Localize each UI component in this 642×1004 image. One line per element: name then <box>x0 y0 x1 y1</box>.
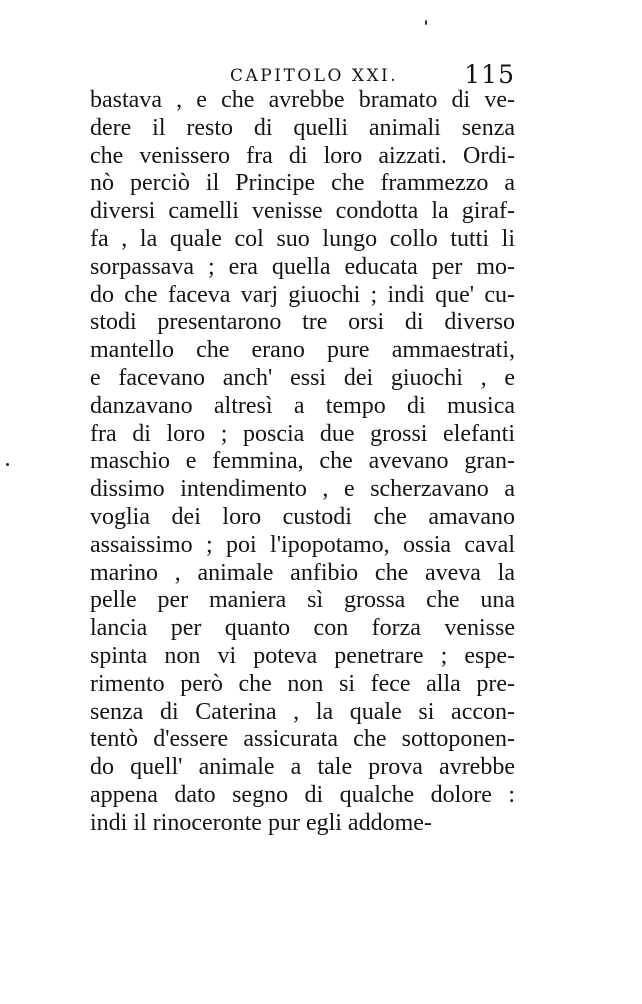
body-text <box>90 87 515 838</box>
ink-speck <box>425 20 427 25</box>
text-line: assaissimo ; poi l'ipopotamo, ossia caval <box>90 531 515 558</box>
text-line: dere il resto di quelli animali senza <box>90 114 515 141</box>
text-line: dissimo intendimento , e scherzavano a <box>90 476 515 503</box>
text-line: fa , la quale col suo lungo collo tutti li <box>90 225 515 252</box>
text-line: danzavano altresì a tempo di musica <box>90 392 515 419</box>
text-line: stodi presentarono tre orsi di diverso <box>90 309 515 336</box>
text-line: marino , animale anfibio che aveva la <box>90 559 515 586</box>
page-number: 115 <box>464 60 515 89</box>
text-line: indi il rinoceronte pur egli addome- <box>90 809 432 836</box>
text-line: do quell' animale a tale prova avrebbe <box>90 754 515 781</box>
text-line: tentò d'essere assicurata che sottoponen- <box>90 726 515 753</box>
text-line: diversi camelli venisse condotta la giraf- <box>90 198 515 225</box>
text-line: sorpassava ; era quella educata per mo- <box>90 253 515 280</box>
text-line: pelle per maniera sì grossa che una <box>90 587 515 614</box>
ink-speck <box>6 463 9 466</box>
text-line: mantello che erano pure ammaestrati, <box>90 337 515 364</box>
text-line: fra di loro ; poscia due grossi elefanti <box>90 420 515 447</box>
text-line: che venissero fra di loro aizzati. Ordi- <box>90 142 515 169</box>
text-line: do che faceva varj giuochi ; indi que' cu- <box>90 281 515 308</box>
text-line: maschio e femmina, che avevano gran- <box>90 448 515 475</box>
text-line: nò perciò il Principe che frammezzo a <box>90 170 515 197</box>
text-line: lancia per quanto con forza venisse <box>90 615 515 642</box>
text-line: e facevano anch' essi dei giuochi , e <box>90 364 515 391</box>
chapter-title: CAPITOLO XXI. <box>230 66 399 86</box>
text-line: bastava , e che avrebbe bramato di ve- <box>90 87 515 113</box>
text-line: rimento però che non si fece alla pre- <box>90 670 515 697</box>
text-line: voglia dei loro custodi che amavano <box>90 503 515 530</box>
text-line: spinta non vi poteva penetrare ; espe- <box>90 642 515 669</box>
text-line: appena dato segno di qualche dolore : <box>90 781 515 808</box>
text-line: senza di Caterina , la quale si accon- <box>90 698 515 725</box>
